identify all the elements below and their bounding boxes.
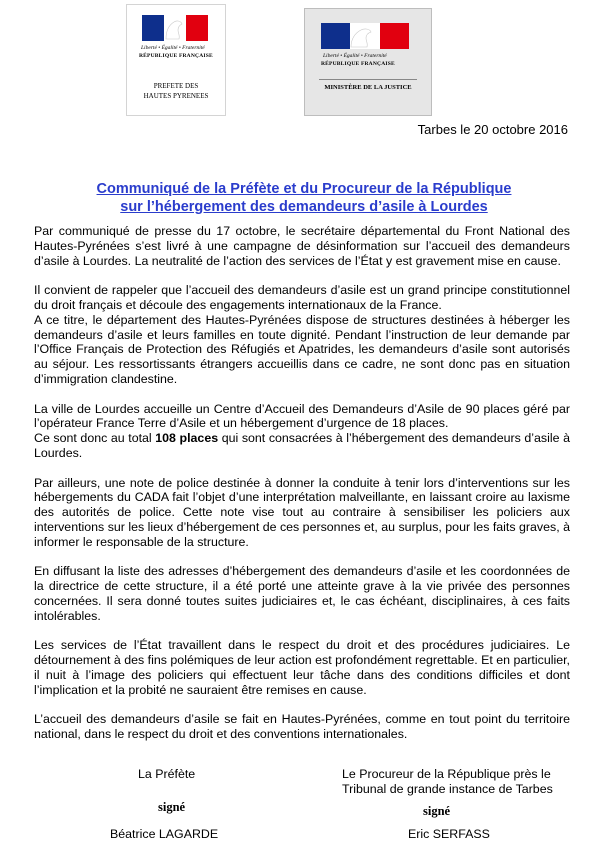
date-line: Tarbes le 20 octobre 2016: [417, 122, 568, 137]
logo-divider: [319, 79, 417, 80]
republic-label: RÉPUBLIQUE FRANÇAISE: [139, 53, 213, 59]
paragraph-4: Par ailleurs, une note de police destinée à donner la conduite à tenir lors d’interventions sur les hébergements du CADA fait l’objet d’une interprétation malveillante, en laissant croire au laxisme des autorités de police. Cette note vise tout au contraire à sensibiliser les policiers aux interventions sur les lieux d’hébergement de ces personnes et, au surplus, pour les faits graves, à informer le responsable de la structure.: [34, 475, 570, 549]
paragraph-3b-post: qui sont consacrées à l’hébergement des demandeurs d’asile à Lourdes.: [34, 431, 570, 460]
republic-motto: Liberté • Égalité • Fraternité: [141, 45, 205, 51]
marianne-icon: [142, 15, 208, 41]
paragraph-1: Par communiqué de presse du 17 octobre, le secrétaire départemental du Front National des Hautes-Pyrénées s’est livré à une campagne de désinformation sur l’accueil des demandeurs d’asile à Lourdes. La neutralité de l’action des services de l’État y est gravement mise en cause.: [34, 224, 570, 268]
tricolor-flag-icon: [142, 15, 208, 41]
document-title: [0, 180, 608, 216]
total-places: 108 places: [155, 431, 219, 446]
paragraph-3: [34, 402, 570, 461]
tricolor-flag-icon: [321, 23, 409, 49]
justice-ministry-logo: [304, 8, 432, 116]
paragraph-7: L’accueil des demandeurs d’asile se fait en Hautes-Pyrénées, comme en tout point du territoire national, dans le respect du droit et des conventions internationales.: [34, 712, 570, 742]
prefecture-name-line1: PREFETE DES: [153, 82, 199, 90]
prefete-title: La Préfète: [138, 767, 196, 781]
paragraph-2: [34, 283, 570, 387]
republic-label: RÉPUBLIQUE FRANÇAISE: [321, 61, 395, 67]
marianne-icon: [321, 23, 409, 49]
procureur-title-line1: Le Procureur de la République près le: [342, 767, 551, 781]
paragraph-3a: La ville de Lourdes accueille un Centre d’Accueil des Demandeurs d’Asile de 90 places géré par l’opérateur France Terre d’Asile et un hébergement d’urgence de 18 places.: [34, 401, 570, 431]
ministry-name: MINISTÈRE DE LA JUSTICE: [324, 84, 412, 91]
paragraph-3b-pre: Ce sont donc au total: [34, 431, 156, 446]
paragraph-2a: Il convient de rappeler que l’accueil des demandeurs d’asile est un grand principe constitutionnel du droit français et découle des engagements internationaux de la France.: [34, 283, 570, 312]
procureur-title: [342, 767, 553, 797]
prefecture-name: [127, 81, 225, 101]
prefecture-name-line2: HAUTES PYRENEES: [143, 92, 209, 100]
prefete-signature: signé: [158, 800, 186, 814]
prefete-name: Béatrice LAGARDE: [110, 827, 219, 841]
procureur-name: Eric SERFASS: [408, 827, 490, 841]
prefecture-logo: [126, 4, 226, 116]
paragraph-6: Les services de l’État travaillent dans le respect du droit et des procédures judiciaires. Le détournement à des fins polémiques de leur action est profondément regrettable. Et en particulier, il nuit à l’image des policiers qui effectuent leur tâche dans des conditions difficiles et dont l’implication et la probité ne sauraient être remises en cause.: [34, 638, 570, 697]
communique-body: [34, 224, 570, 757]
procureur-signature: signé: [423, 804, 451, 818]
title-line2: sur l’hébergement des demandeurs d’asile à Lourdes: [120, 199, 488, 215]
paragraph-2b: A ce titre, le département des Hautes-Pyrénées dispose de structures destinées à héberger les demandeurs d’asile et leurs familles en toute dignité. Pendant l’instruction de leur demande par l’Office Français de Protection des Réfugiés et Apatrides, les demandeurs d’asile sont autorisés au séjour. Les ressortissants étrangers accueillis dans ce cadre, ne sont donc pas en situation d’immigration clandestine.: [34, 312, 570, 386]
paragraph-5: En diffusant la liste des adresses d’hébergement des demandeurs d’asile et les coordonnées de la directrice de cette structure, il a été porté une atteinte grave à la vie privée des personnes concernées. Il sera donné toutes suites judiciaires et, le cas échéant, disciplinaires, à ces faits intolérables.: [34, 564, 570, 623]
title-line1: Communiqué de la Préfète et du Procureur de la République: [96, 181, 512, 197]
procureur-title-line2: Tribunal de grande instance de Tarbes: [342, 781, 553, 796]
republic-motto: Liberté • Égalité • Fraternité: [323, 53, 387, 59]
